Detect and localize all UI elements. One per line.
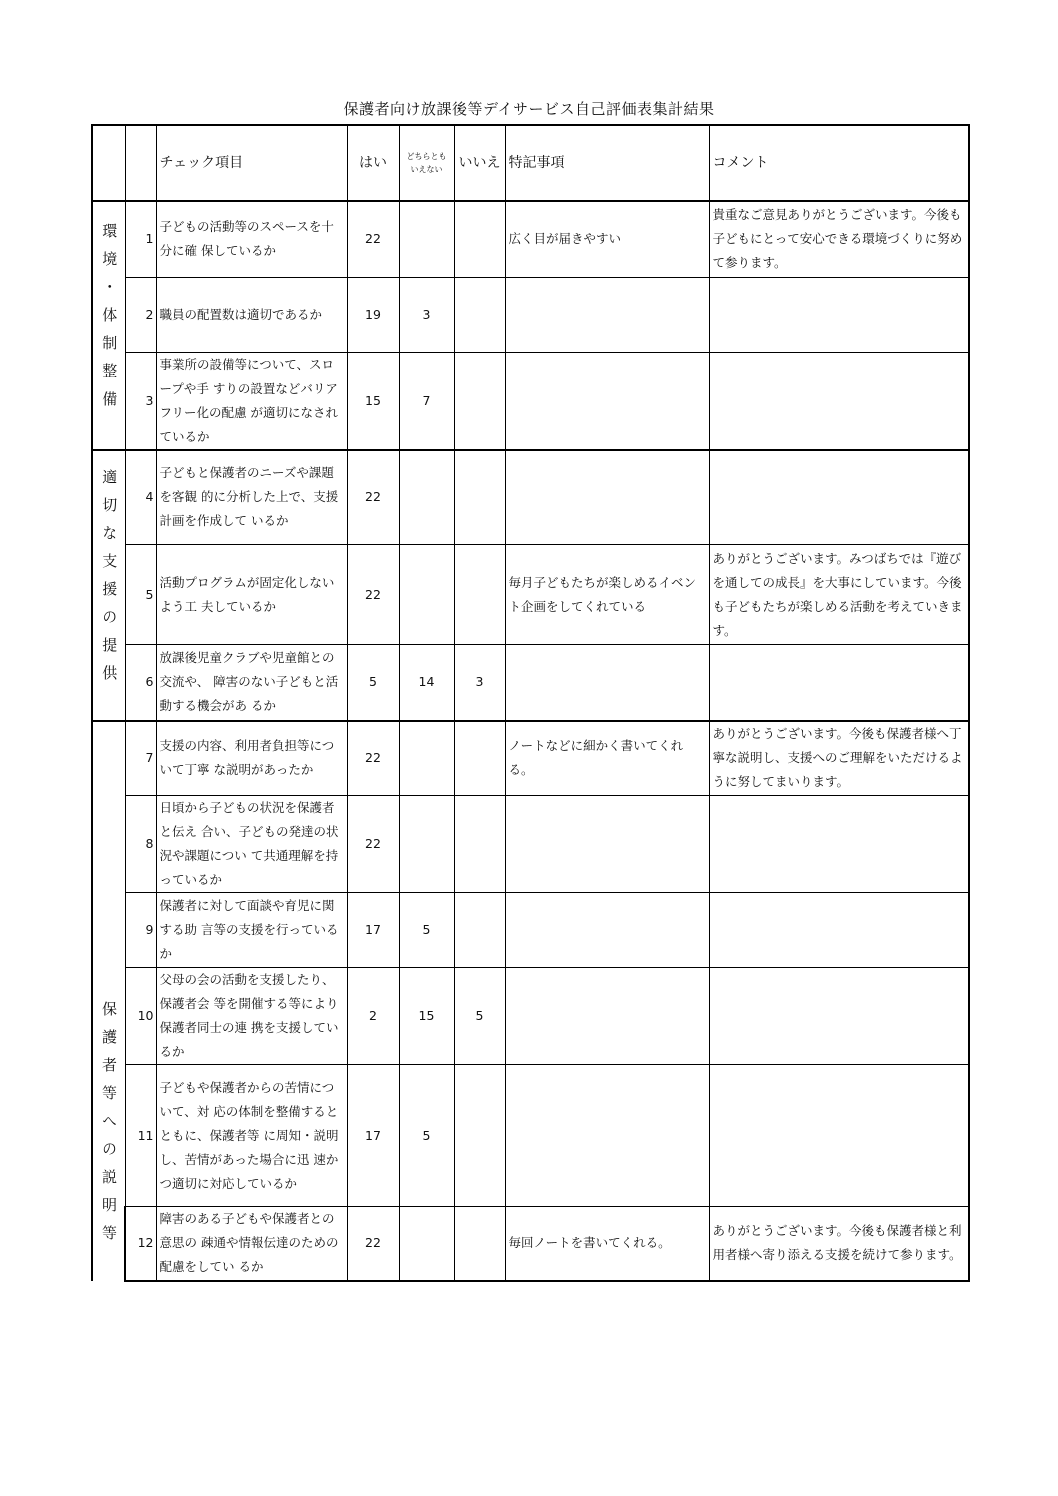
- row-comment: [709, 450, 969, 545]
- table-row: [92, 1207, 969, 1281]
- row-note: 毎回ノートを書いてくれる。: [505, 1207, 709, 1281]
- header-neither-text: どちらとも いえない: [406, 152, 447, 174]
- row-comment: ありがとうございます。みつばちでは『遊びを通しての成長』を大事にしています。今後も子どもたちが楽しめる活動を考えていきます。: [709, 545, 969, 645]
- row-yes: 2: [347, 968, 399, 1065]
- row-neither: [399, 1207, 454, 1281]
- row-yes: 17: [347, 893, 399, 968]
- row-note: [505, 645, 709, 721]
- row-comment: 貴重なご意見ありがとうございます。今後も子どもにとって安心できる環境づくりに努めて参ります。: [709, 201, 969, 277]
- row-no: [454, 352, 505, 450]
- table-row: [92, 545, 969, 645]
- row-item: 日頃から子どもの状況を保護者と伝え 合い、子どもの発達の状況や課題につい て共通理解を持っているか: [156, 796, 347, 893]
- row-item: 活動プログラムが固定化しないよう工 夫しているか: [156, 545, 347, 645]
- header-no: いいえ: [454, 125, 505, 201]
- table-row: [92, 201, 969, 277]
- header-check-item: チェック項目: [156, 125, 347, 201]
- table-row: [92, 968, 969, 1065]
- row-item: 職員の配置数は適切であるか: [156, 277, 347, 352]
- row-neither: [399, 545, 454, 645]
- table-row: [92, 893, 969, 968]
- row-item: 父母の会の活動を支援したり、保護者会 等を開催する等により保護者同士の連 携を支援しているか: [156, 968, 347, 1065]
- row-note: ノートなどに細かく書いてくれる。: [505, 721, 709, 796]
- category-label: 環境・体制整備: [100, 223, 119, 420]
- row-yes: 22: [347, 201, 399, 277]
- row-neither: [399, 796, 454, 893]
- row-number: 3: [125, 352, 156, 450]
- row-comment: [709, 796, 969, 893]
- row-note: [505, 893, 709, 968]
- header-number-cell: [125, 125, 156, 201]
- row-neither: 14: [399, 645, 454, 721]
- table-row: [92, 352, 969, 450]
- header-comment: コメント: [709, 125, 969, 201]
- row-neither: [399, 721, 454, 796]
- row-number: 10: [125, 968, 156, 1065]
- row-no: 5: [454, 968, 505, 1065]
- row-comment: ありがとうございます。今後も保護者様へ丁寧な説明し、支援へのご理解をいただけるように努してまいります。: [709, 721, 969, 796]
- row-yes: 17: [347, 1065, 399, 1207]
- row-comment: [709, 352, 969, 450]
- row-no: [454, 1065, 505, 1207]
- header-row: [92, 125, 969, 201]
- row-neither: 5: [399, 893, 454, 968]
- row-comment: [709, 1065, 969, 1207]
- row-number: 6: [125, 645, 156, 721]
- row-yes: 22: [347, 545, 399, 645]
- row-item: 保護者に対して面談や育児に関する助 言等の支援を行っているか: [156, 893, 347, 968]
- row-item: 事業所の設備等について、スロープや手 すりの設置などバリアフリー化の配慮 が適切になされているか: [156, 352, 347, 450]
- row-no: [454, 1207, 505, 1281]
- category-explanation: [92, 721, 125, 1281]
- row-note: [505, 796, 709, 893]
- row-neither: [399, 201, 454, 277]
- header-yes: はい: [347, 125, 399, 201]
- category-label: 適切な支援の提供: [100, 469, 119, 693]
- table-row: [92, 277, 969, 352]
- table-row: [92, 721, 969, 796]
- category-support: [92, 450, 125, 721]
- row-neither: 15: [399, 968, 454, 1065]
- row-note: [505, 450, 709, 545]
- row-item: 放課後児童クラブや児童館との交流や、 障害のない子どもと活動する機会があ るか: [156, 645, 347, 721]
- row-no: 3: [454, 645, 505, 721]
- row-neither: 3: [399, 277, 454, 352]
- page-title: 保護者向け放課後等デイサービス自己評価表集計結果: [343, 100, 715, 118]
- category-environment: [92, 201, 125, 450]
- row-yes: 5: [347, 645, 399, 721]
- table-row: [92, 796, 969, 893]
- row-no: [454, 721, 505, 796]
- row-comment: [709, 893, 969, 968]
- row-neither: 7: [399, 352, 454, 450]
- table-row: [92, 1065, 969, 1207]
- row-comment: [709, 968, 969, 1065]
- row-item: 支援の内容、利用者負担等について丁寧 な説明があったか: [156, 721, 347, 796]
- row-yes: 22: [347, 1207, 399, 1281]
- row-no: [454, 277, 505, 352]
- row-item: 子どもと保護者のニーズや課題を客観 的に分析した上で、支援計画を作成して いるか: [156, 450, 347, 545]
- row-number: 12: [125, 1207, 156, 1281]
- row-no: [454, 796, 505, 893]
- row-comment: ありがとうございます。今後も保護者様と利用者様へ寄り添える支援を続けて参ります。: [709, 1207, 969, 1281]
- row-note: [505, 277, 709, 352]
- row-note: 毎月子どもたちが楽しめるイベント企画をしてくれている: [505, 545, 709, 645]
- row-number: 8: [125, 796, 156, 893]
- row-item: 子どもや保護者からの苦情について、対 応の体制を整備するとともに、保護者等 に周知・説明し、苦情があった場合に迅 速かつ適切に対応しているか: [156, 1065, 347, 1207]
- header-neither: [399, 125, 454, 201]
- row-comment: [709, 645, 969, 721]
- row-number: 9: [125, 893, 156, 968]
- row-note: [505, 968, 709, 1065]
- row-number: 2: [125, 277, 156, 352]
- row-note: [505, 1065, 709, 1207]
- row-yes: 22: [347, 450, 399, 545]
- row-number: 1: [125, 201, 156, 277]
- row-yes: 22: [347, 796, 399, 893]
- row-note: 広く目が届きやすい: [505, 201, 709, 277]
- row-neither: [399, 450, 454, 545]
- row-no: [454, 545, 505, 645]
- header-category-cell: [92, 125, 125, 201]
- row-number: 11: [125, 1065, 156, 1207]
- row-item: 障害のある子どもや保護者との意思の 疎通や情報伝達のための配慮をしてい るか: [156, 1207, 347, 1281]
- row-no: [454, 450, 505, 545]
- row-no: [454, 893, 505, 968]
- row-number: 5: [125, 545, 156, 645]
- table-row: [92, 450, 969, 545]
- row-number: 7: [125, 721, 156, 796]
- category-label: 保護者等への説明等: [100, 1000, 118, 1253]
- row-number: 4: [125, 450, 156, 545]
- row-item: 子どもの活動等のスペースを十分に確 保しているか: [156, 201, 347, 277]
- row-comment: [709, 277, 969, 352]
- row-note: [505, 352, 709, 450]
- header-notes: 特記事項: [505, 125, 709, 201]
- row-yes: 19: [347, 277, 399, 352]
- row-yes: 22: [347, 721, 399, 796]
- table-row: [92, 645, 969, 721]
- row-yes: 15: [347, 352, 399, 450]
- row-neither: 5: [399, 1065, 454, 1207]
- evaluation-table: [91, 124, 970, 1282]
- row-no: [454, 201, 505, 277]
